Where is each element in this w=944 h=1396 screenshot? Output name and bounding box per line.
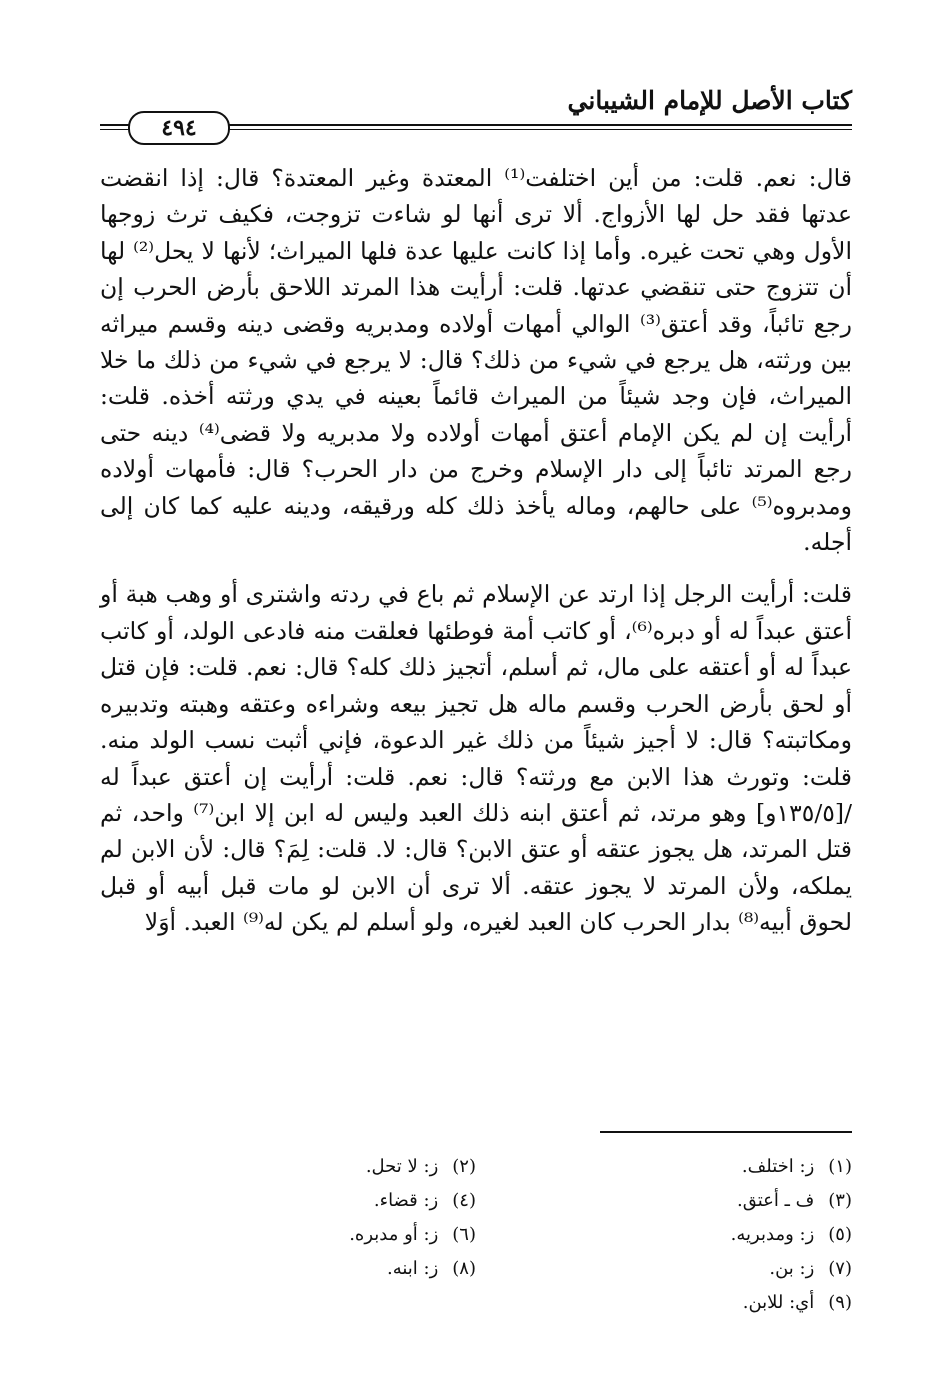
footnotes	[100, 1150, 852, 1320]
page-header	[100, 80, 852, 150]
footnote-row	[100, 1150, 852, 1184]
paragraph: قال: نعم. قلت: من أين اختلفت⁽¹⁾ المعتدة وغير المعتدة؟ قال: إذا انقضت عدتها فقد حل لها الأزواج. ألا ترى أنها لو شاءت تزوجت، فكيف ترث زوجها الأول وهي تحت غيره. وأما إذا كانت عليها عدة فلها الميراث؛ لأنها لا يحل⁽²⁾ لها أن تتزوج حتى تنقضي عدتها. قلت: أرأيت هذا المرتد اللاحق بأرض الحرب إن رجع تائباً، وقد أعتق⁽³⁾ الوالي أمهات أولاده ومدبريه وقضى دينه وقسم ميراثه بين ورثته، هل يرجع في شيء من ذلك؟ قال: لا يرجع في شيء من ذلك ما خلا الميراث، فإن وجد شيئاً من الميراث قائماً بعينه في يدي ورثته أخذه. قلت: أرأيت إن لم يكن الإمام أعتق أمهات أولاده ولا مدبريه ولا قضى⁽⁴⁾ دينه حتى رجع المرتد تائباً إلى دار الإسلام وخرج من دار الحرب؟ قال: فأمهات أولاده ومدبروه⁽⁵⁾ على حالهم، وماله يأخذ ذلك كله ورقيقه، ودينه عليه كما كان إلى أجله.	[100, 164, 852, 557]
footnote-text: أي: للابن.	[742, 1292, 815, 1313]
footnote	[100, 1150, 476, 1184]
footnote	[476, 1150, 852, 1184]
footnote	[476, 1184, 852, 1218]
footnote-row	[100, 1218, 852, 1252]
footnote-separator	[600, 1131, 852, 1133]
footnote-text: ز: لا تحل.	[365, 1156, 439, 1177]
footnote-number: (٥)	[828, 1224, 852, 1245]
page-number: ٤٩٤	[128, 111, 230, 145]
footnote-number: (٦)	[452, 1224, 476, 1245]
footnote	[100, 1184, 476, 1218]
footnote-text: ز: بن.	[769, 1258, 815, 1279]
footnote-number: (٩)	[828, 1292, 852, 1313]
footnote	[100, 1252, 476, 1286]
footnote-text: ز: ومدبريه.	[730, 1224, 815, 1245]
footnote-number: (٢)	[452, 1156, 476, 1177]
footnote-text: ز: اختلف.	[741, 1156, 815, 1177]
footnote-text: ز: قضاء.	[373, 1190, 439, 1211]
footnote-number: (٤)	[452, 1190, 476, 1211]
footnote-number: (٨)	[452, 1258, 476, 1279]
footnote-text: ز: ابنه.	[386, 1258, 439, 1279]
main-text	[100, 160, 852, 941]
footnote	[476, 1218, 852, 1252]
footnote-number: (١)	[828, 1156, 852, 1177]
footnote	[476, 1252, 852, 1286]
footnote-number: (٣)	[828, 1190, 852, 1211]
book-title: كتاب الأصل للإمام الشيباني	[567, 86, 852, 115]
footnote-row	[100, 1252, 852, 1286]
footnote-number: (٧)	[828, 1258, 852, 1279]
footnote-row	[100, 1286, 852, 1320]
footnote	[100, 1218, 476, 1252]
footnote	[472, 1286, 852, 1320]
paragraph: قلت: أرأيت الرجل إذا ارتد عن الإسلام ثم باع في ردته واشترى أو وهب هبة أو أعتق عبداً له أو دبره⁽⁶⁾، أو كاتب أمة فوطئها فعلقت منه فادعى الولد، أو كاتب عبداً له أو أعتقه على مال، ثم أسلم، أتجيز ذلك كله؟ قال: نعم. قلت: فإن قتل أو لحق بأرض الحرب وقسم ماله هل تجيز بيعه وشراءه وعتقه وهبته وتدبيره ومكاتبته؟ قال: لا أجيز شيئاً من ذلك غير الدعوة، فإني أثبت نسب الولد منه. قلت: وتورث هذا الابن مع ورثته؟ قال: نعم. قلت: أرأيت إن أعتق عبداً له /[١٣٥/٥و] وهو مرتد، ثم أعتق ابنه ذلك العبد وليس له ابن إلا ابن⁽⁷⁾ واحد، ثم قتل المرتد، هل يجوز عتقه أو عتق الابن؟ قال: لا. قلت: لِمَ؟ قال: لأن الابن لم يملكه، ولأن المرتد لا يجوز عتقه. ألا ترى أن الابن لو مات قبل أبيه أو قبل لحوق أبيه⁽⁸⁾ بدار الحرب كان العبد لغيره، ولو أسلم لم يكن له⁽⁹⁾ العبد. أوَلا	[100, 580, 852, 937]
footnote-row	[100, 1184, 852, 1218]
footnote-text: ز: أو مدبره.	[349, 1224, 439, 1245]
footnote-text: ف ـ أعتق.	[736, 1190, 815, 1211]
